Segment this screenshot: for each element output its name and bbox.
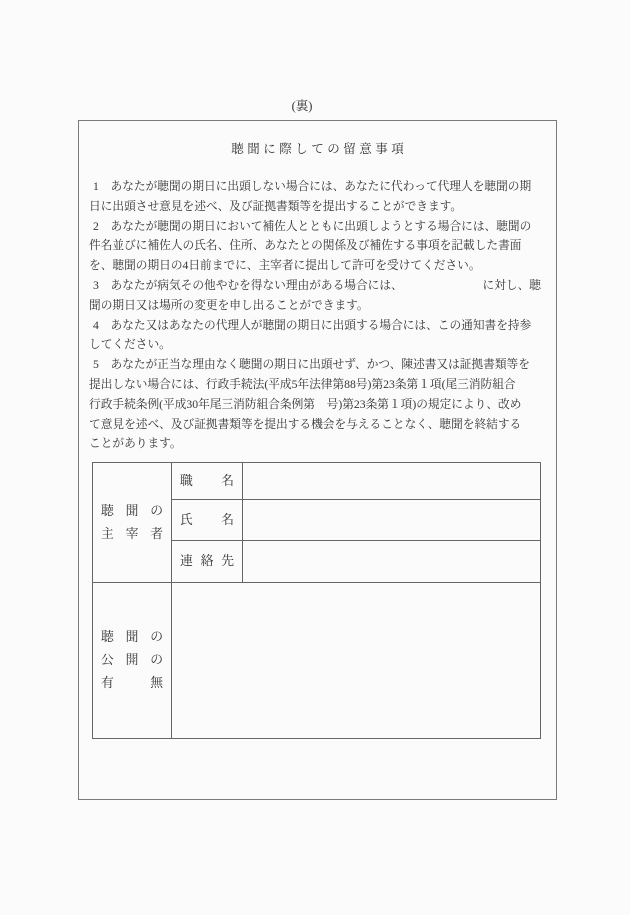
note-1-line-2: 日に出頭させ意見を述べ、及び証拠書類等を提出することができます。 bbox=[89, 199, 463, 213]
note-4-line-2: してください。 bbox=[89, 338, 171, 352]
contact-value-cell bbox=[243, 541, 541, 583]
name-label: 氏 名 bbox=[180, 512, 234, 527]
notice-box bbox=[78, 120, 557, 800]
contact-label: 連 絡 先 bbox=[180, 554, 234, 568]
publicity-value-cell bbox=[172, 583, 541, 739]
contact-label-cell bbox=[172, 541, 243, 583]
note-1-line-1: 1 あなたが聴聞の期日に出頭しない場合には、あなたに代わって代理人を聴聞の期 bbox=[93, 180, 532, 193]
note-3-line-1 bbox=[89, 276, 541, 296]
note-3-text-before-blank: 3 あなたが病気その他やむを得ない理由がある場合には、 bbox=[93, 278, 403, 292]
hearing-info-table bbox=[92, 462, 541, 739]
note-5-line-5: ことがあります。 bbox=[89, 437, 182, 451]
note-2-line-3: を、聴聞の期日の4日前までに、主宰者に提出して許可を受けてください。 bbox=[89, 259, 481, 273]
presider-header-line-2: 主 宰 者 bbox=[101, 526, 163, 541]
note-5-line-4: て意見を述べ、及び証拠書類等を提出する機会を与えることなく、聴聞を終結する bbox=[89, 417, 522, 431]
note-5-line-1: 5 あなたが正当な理由なく聴聞の期日に出頭せず、かつ、陳述書又は証拠書類等を bbox=[93, 358, 530, 372]
publicity-header-line-2: 公 開 の bbox=[101, 653, 163, 667]
publicity-header-line-1: 聴 聞 の bbox=[101, 630, 163, 644]
authority-blank-field bbox=[403, 276, 483, 296]
job-title-label-cell bbox=[172, 463, 243, 500]
note-2-line-1: 2 あなたが聴聞の期日において補佐人とともに出頭しようとする場合には、聴聞の bbox=[93, 219, 532, 233]
page-side-label: (裏) bbox=[291, 99, 313, 113]
note-4-line-1: 4 あなた又はあなたの代理人が聴聞の期日に出頭する場合には、この通知書を持参 bbox=[93, 318, 532, 332]
name-label-cell bbox=[172, 500, 243, 541]
job-title-value-cell bbox=[243, 463, 541, 500]
presider-header-cell bbox=[93, 463, 172, 583]
notes-list bbox=[89, 177, 541, 454]
page-title: 聴聞に際しての留意事項 bbox=[231, 142, 408, 156]
note-3-text-after-blank: に対し、聴 bbox=[482, 278, 541, 292]
note-5-line-2: 提出しない場合には、行政手続法(平成5年法律第88号)第23条第１項(尾三消防組合 bbox=[89, 377, 516, 391]
note-5-line-3: 行政手続条例(平成30年尾三消防組合条例第 号)第23条第１項)の規定により、改め bbox=[89, 397, 522, 411]
publicity-header-line-3: 有 無 bbox=[101, 676, 163, 690]
presider-header-line-1: 聴 聞 の bbox=[101, 503, 163, 518]
name-value-cell bbox=[243, 500, 541, 541]
job-title-label: 職 名 bbox=[180, 473, 234, 488]
note-2-line-2: 件名並びに補佐人の氏名、住所、あなたとの関係及び補佐する事項を記載した書面 bbox=[89, 239, 522, 253]
publicity-header-cell bbox=[93, 583, 172, 739]
note-3-line-2: 聞の期日又は場所の変更を申し出ることができます。 bbox=[89, 298, 369, 312]
